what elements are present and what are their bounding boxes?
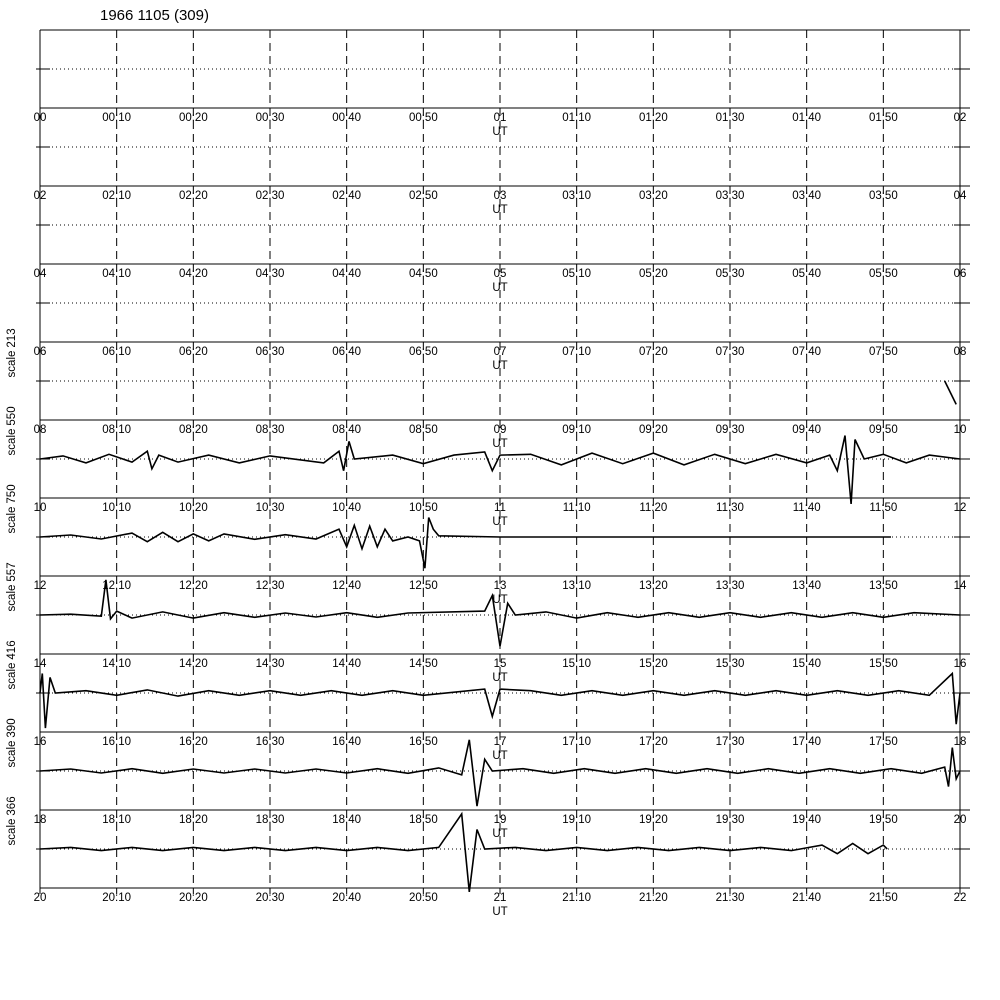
tick-label: 04:40: [332, 268, 362, 280]
tick-label: 08:50: [408, 424, 438, 436]
tick-label: 09:40: [792, 424, 822, 436]
tick-label: 00:10: [102, 112, 132, 124]
tick-label: 01:40: [792, 112, 822, 124]
axis-label-ut: UT: [492, 360, 508, 372]
tick-label: 06:20: [178, 346, 208, 358]
tick-label: 03:10: [562, 190, 592, 202]
tick-label: 16: [33, 736, 47, 748]
tick-label: 09:30: [715, 424, 745, 436]
tick-label: 14:50: [408, 658, 438, 670]
tick-label: 02:20: [178, 190, 208, 202]
tick-label: 15: [493, 658, 507, 670]
tick-label: 21:30: [715, 892, 745, 904]
scale-label: scale: [6, 584, 18, 612]
tick-label: 06:30: [255, 346, 285, 358]
tick-label: 09: [493, 424, 507, 436]
tick-label: 02:30: [255, 190, 285, 202]
tick-label: 00:20: [178, 112, 208, 124]
tick-label: 13:50: [868, 580, 898, 592]
tick-label: 02:10: [102, 190, 132, 202]
tick-label: 08:20: [178, 424, 208, 436]
tick-label: 10:40: [332, 502, 362, 514]
axis-label-ut: UT: [492, 204, 508, 216]
tick-label: 10:10: [102, 502, 132, 514]
tick-label: 10:50: [408, 502, 438, 514]
tick-label: 07:50: [868, 346, 898, 358]
tick-label: 00: [33, 112, 47, 124]
tick-label: 14:20: [178, 658, 208, 670]
tick-label: 01: [493, 112, 507, 124]
tick-label: 11:10: [562, 502, 591, 514]
tick-label: 17: [493, 736, 507, 748]
signal-trace: [945, 381, 957, 404]
tick-label: 11:20: [639, 502, 668, 514]
axis-label-ut: UT: [492, 516, 508, 528]
tick-label: 18:30: [255, 814, 285, 826]
scale-label: scale: [6, 662, 18, 690]
tick-label: 10:30: [255, 502, 285, 514]
tick-label: 07:20: [638, 346, 668, 358]
tick-label: 04:10: [102, 268, 132, 280]
tick-label: 03:30: [715, 190, 745, 202]
axis-label-ut: UT: [492, 906, 508, 918]
tick-label: 21:50: [868, 892, 898, 904]
tick-label: 15:30: [715, 658, 745, 670]
scale-label: scale: [6, 818, 18, 846]
tick-label: 03: [493, 190, 507, 202]
tick-label: 02:40: [332, 190, 362, 202]
tick-label: 02: [33, 190, 47, 202]
signal-trace: [40, 518, 891, 569]
tick-label: 19:50: [868, 814, 898, 826]
tick-label: 14:30: [255, 658, 285, 670]
tick-label: 06:50: [408, 346, 438, 358]
chart-title: 1966 1105 (309): [100, 7, 209, 24]
tick-label: 18: [33, 814, 47, 826]
tick-label: 17:10: [562, 736, 592, 748]
axis-label-ut: UT: [492, 750, 508, 762]
tick-label: 12:10: [102, 580, 132, 592]
axis-label-ut: UT: [492, 828, 508, 840]
tick-label: 18:40: [332, 814, 362, 826]
tick-label: 16:20: [178, 736, 208, 748]
scale-value: 213: [6, 328, 18, 348]
tick-label: 12: [33, 580, 47, 592]
tick-label: 12:50: [408, 580, 438, 592]
tick-label: 01:20: [638, 112, 668, 124]
tick-label: 19:10: [562, 814, 592, 826]
scale-label: scale: [6, 428, 18, 456]
axis-label-ut: UT: [492, 672, 508, 684]
tick-label: 09:20: [638, 424, 668, 436]
scale-value: 550: [6, 406, 18, 426]
scale-value: 366: [6, 796, 18, 816]
tick-label: 16:30: [255, 736, 285, 748]
tick-label: 16:50: [408, 736, 438, 748]
tick-label: 00:40: [332, 112, 362, 124]
tick-label: 22: [953, 892, 967, 904]
tick-label: 21:40: [792, 892, 822, 904]
scale-value: 557: [6, 562, 18, 582]
tick-label: 08:40: [332, 424, 362, 436]
tick-label: 01:10: [562, 112, 592, 124]
tick-label: 07: [493, 346, 507, 358]
tick-label: 14: [33, 658, 47, 670]
tick-label: 13:10: [562, 580, 592, 592]
tick-label: 12: [953, 502, 967, 514]
tick-label: 16:40: [332, 736, 362, 748]
scale-value: 416: [6, 640, 18, 660]
tick-label: 21: [493, 892, 507, 904]
tick-label: 05:40: [792, 268, 822, 280]
tick-label: 09:50: [868, 424, 898, 436]
tick-label: 06: [33, 346, 47, 358]
tick-label: 17:50: [868, 736, 898, 748]
tick-label: 05:50: [868, 268, 898, 280]
axis-label-ut: UT: [492, 594, 508, 606]
tick-label: 05: [493, 268, 507, 280]
tick-label: 20: [33, 892, 47, 904]
tick-label: 13: [493, 580, 507, 592]
tick-label: 04:50: [408, 268, 438, 280]
axis-label-ut: UT: [492, 282, 508, 294]
tick-label: 13:20: [638, 580, 668, 592]
tick-label: 05:30: [715, 268, 745, 280]
scale-value: 390: [6, 718, 18, 738]
tick-label: 06:10: [102, 346, 132, 358]
tick-label: 20:10: [102, 892, 132, 904]
tick-label: 14:10: [102, 658, 132, 670]
tick-label: 09:10: [562, 424, 592, 436]
tick-label: 08: [33, 424, 47, 436]
tick-label: 05:20: [638, 268, 668, 280]
axis-label-ut: UT: [492, 126, 508, 138]
tick-label: 11:30: [716, 502, 744, 514]
tick-label: 08:10: [102, 424, 132, 436]
tick-label: 12:20: [178, 580, 208, 592]
tick-label: 07:10: [562, 346, 592, 358]
tick-label: 20:30: [255, 892, 285, 904]
tick-label: 17:30: [715, 736, 745, 748]
tick-label: 15:40: [792, 658, 822, 670]
tick-label: 10: [953, 424, 967, 436]
scale-label: scale: [6, 506, 18, 534]
tick-label: 15:10: [562, 658, 592, 670]
tick-label: 04: [953, 190, 967, 202]
tick-label: 16:10: [102, 736, 132, 748]
tick-label: 20: [953, 814, 967, 826]
tick-label: 06:40: [332, 346, 362, 358]
tick-label: 11:50: [869, 502, 898, 514]
tick-label: 18: [953, 736, 967, 748]
tick-label: 04:20: [178, 268, 208, 280]
tick-label: 03:40: [792, 190, 822, 202]
tick-label: 13:40: [792, 580, 822, 592]
tick-label: 12:30: [255, 580, 285, 592]
tick-label: 07:30: [715, 346, 745, 358]
tick-label: 17:40: [792, 736, 822, 748]
tick-label: 05:10: [562, 268, 592, 280]
tick-label: 10: [33, 502, 47, 514]
scale-value: 750: [6, 484, 18, 504]
tick-label: 21:20: [638, 892, 668, 904]
tick-label: 06: [953, 268, 967, 280]
tick-label: 19:20: [638, 814, 668, 826]
tick-label: 04:30: [255, 268, 285, 280]
tick-label: 08:30: [255, 424, 285, 436]
tick-label: 18:10: [102, 814, 132, 826]
tick-label: 08: [953, 346, 967, 358]
tick-label: 01:50: [868, 112, 898, 124]
tick-label: 13:30: [715, 580, 745, 592]
tick-label: 07:40: [792, 346, 822, 358]
tick-label: 01:30: [715, 112, 745, 124]
tick-label: 11: [494, 502, 506, 514]
tick-label: 10:20: [178, 502, 208, 514]
tick-label: 15:50: [868, 658, 898, 670]
tick-label: 00:30: [255, 112, 285, 124]
tick-label: 20:20: [178, 892, 208, 904]
scale-label: scale: [6, 740, 18, 768]
tick-label: 19:30: [715, 814, 745, 826]
tick-label: 03:50: [868, 190, 898, 202]
signal-trace: [40, 814, 887, 892]
tick-label: 21:10: [562, 892, 592, 904]
tick-label: 14: [953, 580, 967, 592]
tick-label: 00:50: [408, 112, 438, 124]
tick-label: 19:40: [792, 814, 822, 826]
tick-label: 18:20: [178, 814, 208, 826]
tick-label: 19: [493, 814, 507, 826]
tick-label: 12:40: [332, 580, 362, 592]
tick-label: 20:50: [408, 892, 438, 904]
tick-label: 18:50: [408, 814, 438, 826]
tick-label: 20:40: [332, 892, 362, 904]
tick-label: 02:50: [408, 190, 438, 202]
axis-label-ut: UT: [492, 438, 508, 450]
tick-label: 02: [953, 112, 967, 124]
scale-label: scale: [6, 350, 18, 378]
tick-label: 03:20: [638, 190, 668, 202]
tick-label: 14:40: [332, 658, 362, 670]
tick-label: 11:40: [792, 502, 821, 514]
tick-label: 17:20: [638, 736, 668, 748]
tick-label: 15:20: [638, 658, 668, 670]
tick-label: 04: [33, 268, 47, 280]
tick-label: 16: [953, 658, 967, 670]
